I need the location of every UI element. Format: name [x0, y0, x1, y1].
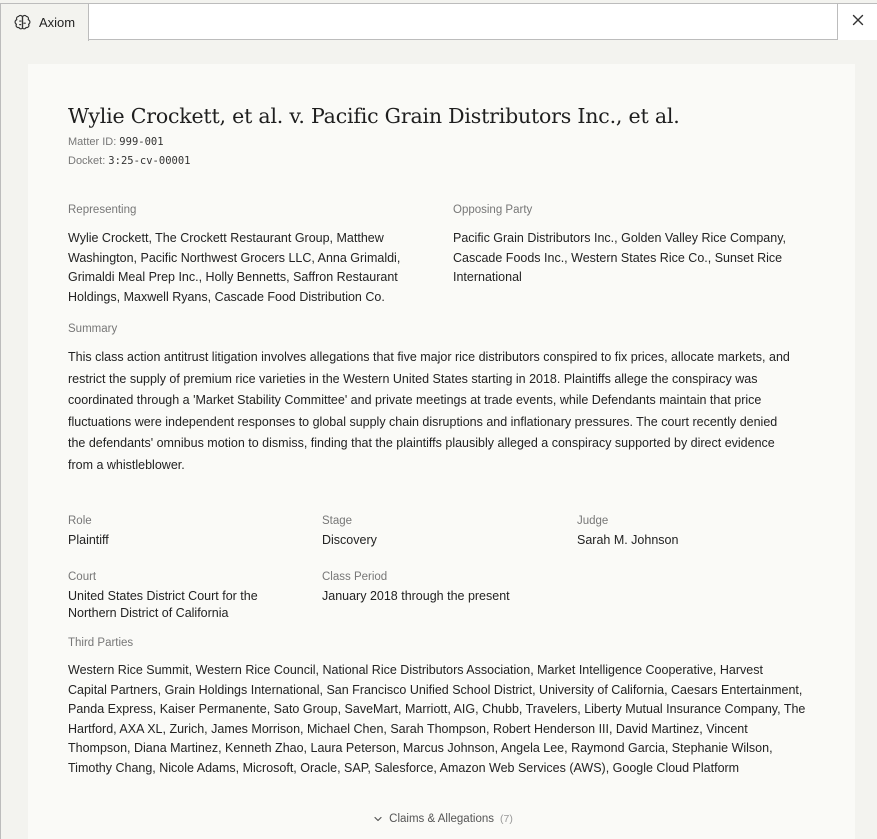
summary-line: fluctuations were independent responses to global supply chain disruptions and inflationary pressures. The court recently denied: [68, 414, 778, 429]
chevron-down-icon: [373, 814, 383, 824]
court-value: [68, 588, 308, 621]
tab-bar: [1, 3, 877, 40]
representing-line: Holdings, Maxwell Ryans, Cascade Food Distribution Co.: [68, 289, 385, 304]
representing-line: Wylie Crockett, The Crockett Restaurant Group, Matthew: [68, 231, 384, 245]
third-parties-line: Capital Partners, Grain Holdings International, San Francisco Unified School District, University of California, Caesars Entertainment,: [68, 682, 803, 697]
brain-icon: [14, 14, 31, 31]
third-parties-line: Hartford, AXA XL, Zurich, James Morrison, Michael Chen, Sarah Thompson, Robert Henderson III, David Martinez, Vincent: [68, 721, 748, 736]
close-button[interactable]: [837, 4, 877, 40]
class-period-value: January 2018 through the present: [322, 589, 510, 603]
stage-value: Discovery: [322, 533, 377, 547]
docket-row: [68, 155, 190, 167]
third-parties-value: [68, 661, 828, 778]
third-parties-line: Western Rice Summit, Western Rice Council, National Rice Distributors Association, Market Intelligence Cooperative, Harvest: [68, 663, 763, 677]
summary-line: the defendants' omnibus motion to dismiss, finding that the plaintiffs plausibly alleged a conspiracy supported by direct evidence: [68, 436, 775, 451]
class-period-label: Class Period: [322, 571, 388, 583]
third-parties-line: Thompson, Diana Martinez, Kenneth Zhao, Laura Peterson, Marcus Johnson, Angela Lee, Raymond Garcia, Stephanie Wilson,: [68, 741, 773, 755]
claims-allegations-toggle[interactable]: [68, 813, 818, 825]
matter-title: Wylie Crockett, et al. v. Pacific Grain Distributors Inc., et al.: [68, 104, 680, 128]
opposing-party-value: [453, 229, 818, 288]
summary-line: coordinated through a 'Market Stability Committee' and private meetings at trade events, while Defendants maintain that price: [68, 393, 762, 408]
close-icon: [852, 13, 864, 31]
opposing-line: International: [453, 270, 522, 284]
claims-label: Claims & Allegations: [389, 813, 494, 825]
summary-text: [68, 347, 828, 477]
role-value: Plaintiff: [68, 533, 109, 547]
docket-label: Docket:: [68, 155, 106, 167]
role-label: Role: [68, 515, 92, 527]
matter-card: [28, 64, 855, 839]
claims-count: (7): [499, 813, 513, 825]
matter-id-row: [68, 136, 164, 148]
third-parties-line: Panda Express, Kaiser Permanente, Sato Group, SaveMart, Marriott, AIG, Chubb, Travelers, Liberty Mutual Insurance Company, The: [68, 702, 806, 716]
stage-label: Stage: [322, 515, 353, 527]
judge-value: Sarah M. Johnson: [577, 533, 679, 547]
judge-label: Judge: [577, 515, 609, 527]
court-line: Northern District of California: [68, 605, 229, 620]
app-window: [0, 3, 877, 839]
opposing-line: Pacific Grain Distributors Inc., Golden Valley Rice Company,: [453, 231, 786, 245]
matter-id-value: 999-001: [119, 136, 164, 148]
representing-line: Washington, Pacific Northwest Grocers LLC, Anna Grimaldi,: [68, 250, 401, 265]
representing-line: Grimaldi Meal Prep Inc., Holly Bennetts, Saffron Restaurant: [68, 270, 398, 284]
tab-axiom[interactable]: [1, 3, 89, 41]
representing-value: [68, 229, 428, 307]
opposing-party-label: Opposing Party: [453, 204, 533, 216]
summary-line: This class action antitrust litigation involves allegations that five major rice distributors conspired to fix prices, allocate markets, and: [68, 350, 790, 364]
representing-label: Representing: [68, 204, 137, 216]
tab-label: Axiom: [39, 15, 76, 30]
third-parties-line: Timothy Chang, Nicole Adams, Microsoft, Oracle, SAP, Salesforce, Amazon Web Services (AWS), Google Cloud Platform: [68, 760, 740, 775]
third-parties-label: Third Parties: [68, 637, 134, 649]
summary-line: restrict the supply of premium rice varieties in the Western United States starting in 2018. Plaintiffs allege the conspiracy was: [68, 371, 758, 386]
opposing-line: Cascade Foods Inc., Western States Rice Co., Sunset Rice: [453, 250, 783, 265]
court-line: United States District Court for the: [68, 589, 258, 603]
matter-id-label: Matter ID:: [68, 136, 117, 148]
summary-label: Summary: [68, 323, 118, 335]
docket-value: 3:25-cv-00001: [108, 155, 191, 167]
summary-line: from a whistleblower.: [68, 457, 185, 472]
court-label: Court: [68, 571, 97, 583]
